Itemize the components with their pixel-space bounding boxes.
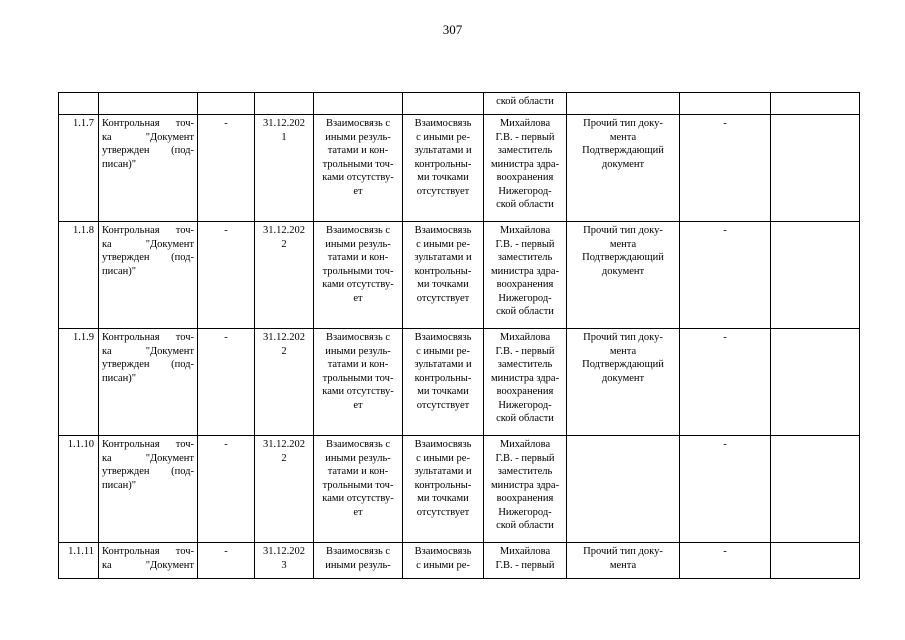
cell-name: [99, 436, 198, 543]
relation-line: иными резуль-: [325, 131, 391, 143]
cell-col11: [771, 329, 860, 436]
name-line: Контрольная точ-: [102, 225, 194, 236]
cell-responsible: [484, 436, 567, 543]
date-line: 2: [281, 452, 287, 464]
col10-value: -: [723, 118, 727, 129]
cell-link1: [314, 436, 403, 543]
cell-name: [99, 93, 198, 115]
table-row: [59, 222, 860, 329]
responsible-line: министра здра-: [490, 158, 560, 170]
col3-value: -: [224, 332, 228, 343]
name-line: ка "Документ: [102, 452, 194, 464]
cell-date: [255, 436, 314, 543]
relation-line: Взаимосвязь с: [325, 439, 391, 450]
relation-line: отсутствует: [416, 185, 470, 197]
relation-line: отсутствует: [416, 399, 470, 411]
col3-value: -: [224, 546, 228, 557]
cell-num: [59, 115, 99, 222]
relation-line: трольными точ-: [322, 372, 394, 384]
responsible-line: министра здра-: [490, 372, 560, 384]
relation-line: контрольны-: [414, 372, 472, 384]
responsible-line: ской области: [496, 413, 554, 424]
relation-line: ет: [353, 399, 363, 411]
relation-line: с иными ре-: [416, 452, 470, 464]
cell-col3: [198, 436, 255, 543]
date-line: 31.12.202: [263, 225, 305, 236]
responsible-line: заместитель: [497, 466, 553, 477]
cell-doc-type: [567, 222, 680, 329]
doc-type-line: мента: [609, 345, 637, 357]
cell-name: [99, 222, 198, 329]
date-line: 31.12.202: [263, 546, 305, 557]
cell-num: [59, 436, 99, 543]
relation-line: ет: [353, 506, 363, 518]
relation-line: Взаимосвязь с: [325, 332, 391, 343]
relation-line: Взаимосвязь: [414, 225, 472, 236]
cell-doc-type: [567, 329, 680, 436]
cell-link2: [403, 222, 484, 329]
responsible-line: Нижегород-: [498, 185, 552, 197]
relation-line: контрольны-: [414, 479, 472, 491]
responsible-line: Михайлова: [499, 118, 551, 129]
cell-col11: [771, 93, 860, 115]
responsible-line: ской области: [496, 199, 554, 210]
responsible-line: Г.В. - первый: [495, 131, 555, 143]
responsible-text: ской области: [496, 96, 554, 107]
name-line: ка "Документ: [102, 345, 194, 357]
responsible-line: министра здра-: [490, 265, 560, 277]
cell-col3: [198, 93, 255, 115]
responsible-line: воохранения: [496, 386, 554, 397]
responsible-line: ской области: [496, 306, 554, 317]
relation-line: зультатами и: [414, 252, 472, 263]
cell-col3: [198, 543, 255, 579]
responsible-line: заместитель: [497, 145, 553, 156]
relation-line: контрольны-: [414, 158, 472, 170]
cell-col10: [680, 329, 771, 436]
cell-num: [59, 222, 99, 329]
relation-line: зультатами и: [414, 145, 472, 156]
responsible-line: Г.В. - первый: [495, 452, 555, 464]
cell-responsible: [484, 543, 567, 579]
doc-type-line: Прочий тип доку-: [583, 332, 663, 343]
name-line: утвержден (под-: [102, 466, 194, 477]
col10-value: -: [723, 439, 727, 450]
responsible-line: заместитель: [497, 252, 553, 263]
cell-responsible: [484, 222, 567, 329]
relation-line: иными резуль-: [325, 559, 391, 571]
responsible-line: заместитель: [497, 359, 553, 370]
cell-col11: [771, 436, 860, 543]
cell-doc-type: [567, 115, 680, 222]
relation-line: зультатами и: [414, 359, 472, 370]
responsible-line: воохранения: [496, 279, 554, 290]
cell-responsible: [484, 115, 567, 222]
name-line: Контрольная точ-: [102, 332, 194, 343]
cell-name: [99, 543, 198, 579]
date-line: 31.12.202: [263, 439, 305, 450]
name-line: Контрольная точ-: [102, 118, 194, 129]
responsible-line: Нижегород-: [498, 292, 552, 304]
col3-value: -: [224, 225, 228, 236]
doc-type-line: документ: [601, 158, 645, 170]
cell-col11: [771, 543, 860, 579]
relation-line: иными резуль-: [325, 452, 391, 464]
responsible-line: Михайлова: [499, 225, 551, 236]
cell-link1: [314, 93, 403, 115]
cell-link1: [314, 222, 403, 329]
table-row: [59, 115, 860, 222]
cell-col10: [680, 436, 771, 543]
relation-line: ками отсутству-: [322, 279, 394, 290]
doc-type-line: Прочий тип доку-: [583, 546, 663, 557]
cell-num: [59, 329, 99, 436]
relation-line: трольными точ-: [322, 479, 394, 491]
relation-line: ет: [353, 292, 363, 304]
responsible-line: ской области: [496, 520, 554, 531]
relation-line: Взаимосвязь с: [325, 225, 391, 236]
relation-line: Взаимосвязь с: [325, 546, 391, 557]
doc-type-line: Прочий тип доку-: [583, 225, 663, 236]
doc-type-line: мента: [609, 559, 637, 571]
doc-type-line: Подтверждающий: [582, 359, 664, 370]
cell-link2: [403, 115, 484, 222]
date-line: 2: [281, 238, 287, 250]
doc-type-line: мента: [609, 131, 637, 143]
cell-name: [99, 329, 198, 436]
relation-line: ми точками: [417, 493, 469, 504]
relation-line: Взаимосвязь: [414, 332, 472, 343]
date-line: 31.12.202: [263, 118, 305, 129]
cell-link2: [403, 436, 484, 543]
row-number: 1.1.8: [73, 225, 94, 236]
cell-date: [255, 543, 314, 579]
relation-line: татами и кон-: [327, 466, 389, 477]
relation-line: Взаимосвязь: [414, 546, 472, 557]
cell-date: [255, 93, 314, 115]
relation-line: Взаимосвязь: [414, 439, 472, 450]
relation-line: трольными точ-: [322, 265, 394, 277]
responsible-line: Михайлова: [499, 332, 551, 343]
relation-line: ет: [353, 185, 363, 197]
name-line: утвержден (под-: [102, 359, 194, 370]
relation-line: Взаимосвязь с: [325, 118, 391, 129]
table-row: [59, 543, 860, 579]
cell-num: [59, 543, 99, 579]
responsible-line: воохранения: [496, 493, 554, 504]
relation-line: ми точками: [417, 172, 469, 183]
cell-link2: [403, 329, 484, 436]
relation-line: с иными ре-: [416, 345, 470, 357]
table-row: [59, 329, 860, 436]
row-number: 1.1.11: [68, 546, 94, 557]
row-number: 1.1.9: [73, 332, 94, 343]
doc-type-line: Подтверждающий: [582, 145, 664, 156]
name-line: утвержден (под-: [102, 145, 194, 156]
relation-line: ками отсутству-: [322, 493, 394, 504]
responsible-line: воохранения: [496, 172, 554, 183]
col10-value: -: [723, 225, 727, 236]
cell-col11: [771, 222, 860, 329]
name-line: писан)": [102, 158, 137, 170]
cell-col10: [680, 93, 771, 115]
col10-value: -: [723, 332, 727, 343]
cell-link1: [314, 115, 403, 222]
date-line: 1: [281, 131, 287, 143]
doc-type-line: документ: [601, 372, 645, 384]
cell-name: [99, 115, 198, 222]
cell-num: [59, 93, 99, 115]
cell-link2: [403, 93, 484, 115]
name-line: ка "Документ: [102, 131, 194, 143]
relation-line: отсутствует: [416, 506, 470, 518]
col3-value: -: [224, 439, 228, 450]
doc-type-line: Подтверждающий: [582, 252, 664, 263]
responsible-line: министра здра-: [490, 479, 560, 491]
responsible-line: Михайлова: [499, 439, 551, 450]
cell-date: [255, 329, 314, 436]
name-line: ка "Документ: [102, 559, 194, 571]
col3-value: -: [224, 118, 228, 129]
cell-doc-type: [567, 436, 680, 543]
relation-line: татами и кон-: [327, 252, 389, 263]
responsible-line: Г.В. - первый: [495, 238, 555, 250]
cell-link1: [314, 543, 403, 579]
col10-value: -: [723, 546, 727, 557]
cell-link1: [314, 329, 403, 436]
responsible-line: Г.В. - первый: [495, 559, 555, 571]
doc-type-line: Прочий тип доку-: [583, 118, 663, 129]
name-line: писан)": [102, 265, 137, 277]
cell-link2: [403, 543, 484, 579]
relation-line: отсутствует: [416, 292, 470, 304]
date-line: 31.12.202: [263, 332, 305, 343]
relation-line: ками отсутству-: [322, 172, 394, 183]
name-line: Контрольная точ-: [102, 546, 194, 557]
relation-line: контрольны-: [414, 265, 472, 277]
relation-line: с иными ре-: [416, 559, 470, 571]
row-number: 1.1.10: [67, 439, 94, 450]
relation-line: с иными ре-: [416, 131, 470, 143]
table-row-continued: [59, 93, 860, 115]
name-line: писан)": [102, 372, 137, 384]
name-line: утвержден (под-: [102, 252, 194, 263]
cell-col10: [680, 115, 771, 222]
name-line: Контрольная точ-: [102, 439, 194, 450]
name-line: ка "Документ: [102, 238, 194, 250]
doc-type-line: мента: [609, 238, 637, 250]
cell-col3: [198, 115, 255, 222]
relation-line: Взаимосвязь: [414, 118, 472, 129]
relation-line: ми точками: [417, 386, 469, 397]
cell-date: [255, 222, 314, 329]
relation-line: ми точками: [417, 279, 469, 290]
page-number: 307: [442, 22, 463, 37]
relation-line: иными резуль-: [325, 345, 391, 357]
relation-line: зультатами и: [414, 466, 472, 477]
cell-responsible: [484, 93, 567, 115]
cell-col3: [198, 329, 255, 436]
date-line: 2: [281, 345, 287, 357]
date-line: 3: [281, 559, 287, 571]
relation-line: трольными точ-: [322, 158, 394, 170]
cell-responsible: [484, 329, 567, 436]
relation-line: ками отсутству-: [322, 386, 394, 397]
responsible-line: Нижегород-: [498, 399, 552, 411]
cell-doc-type: [567, 543, 680, 579]
cell-doc-type: [567, 93, 680, 115]
doc-type-line: документ: [601, 265, 645, 277]
relation-line: с иными ре-: [416, 238, 470, 250]
row-number: 1.1.7: [73, 118, 94, 129]
relation-line: татами и кон-: [327, 359, 389, 370]
cell-col11: [771, 115, 860, 222]
relation-line: иными резуль-: [325, 238, 391, 250]
responsible-line: Г.В. - первый: [495, 345, 555, 357]
cell-col10: [680, 222, 771, 329]
cell-col10: [680, 543, 771, 579]
relation-line: татами и кон-: [327, 145, 389, 156]
cell-date: [255, 115, 314, 222]
responsible-line: Нижегород-: [498, 506, 552, 518]
cell-col3: [198, 222, 255, 329]
plan-table: [58, 92, 860, 579]
name-line: писан)": [102, 479, 137, 491]
table-row: [59, 436, 860, 543]
responsible-line: Михайлова: [499, 546, 551, 557]
